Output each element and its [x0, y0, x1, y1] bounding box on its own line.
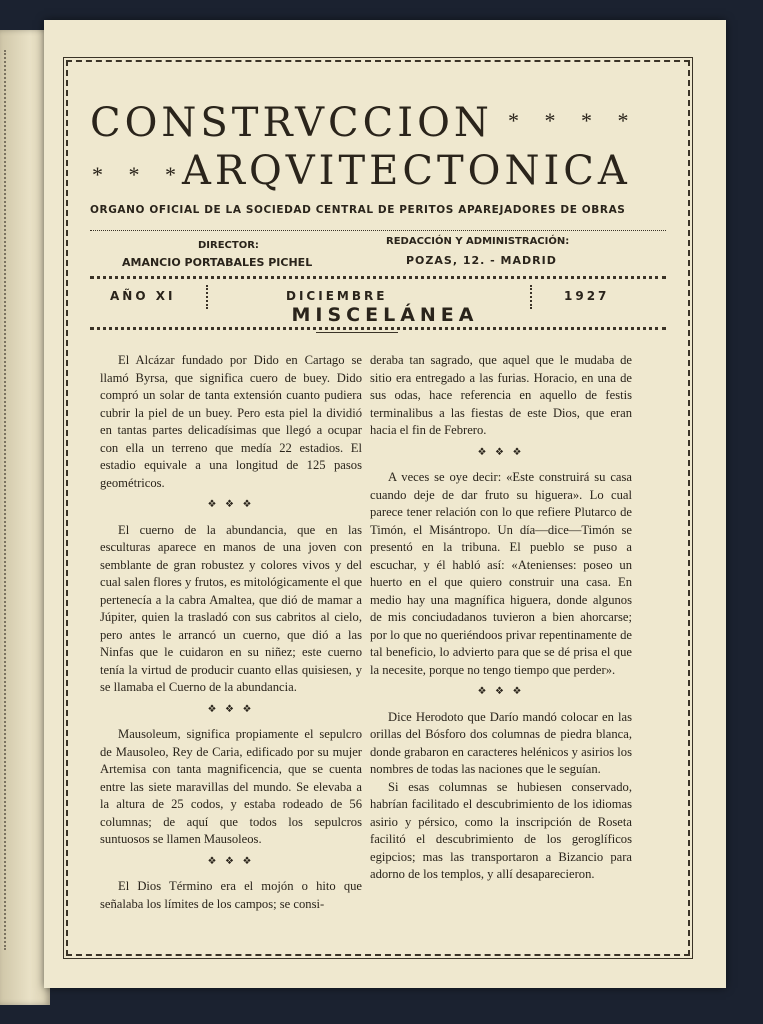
paragraph: El Alcázar fundado por Dido en Cartago se llamó Byrsa, que significa cuero de buey. Dido compró un solar de tanta extensión cuanto pudiera cubrir la piel de un buey. Pero esta piel la dividió en tantas partes delicadísimas que llegó a ocupar con ella un terreno que medía 22 estadios. El estadio equivale a una longitud de 125 pasos geométricos.	[100, 353, 362, 490]
stars-ornament-left: * * *	[92, 162, 186, 187]
separator-ornament: ❖ ❖ ❖	[207, 499, 255, 510]
subtitle: ORGANO OFICIAL DE LA SOCIEDAD CENTRAL DE PERITOS APAREJADORES DE OBRAS	[90, 204, 626, 216]
issue-month: DICIEMBRE	[286, 289, 388, 303]
issue-year-number: 1927	[564, 289, 610, 303]
paragraph: Si esas columnas se hubiesen conservado, habrían facilitado el descubrimiento de los idiomas asirio y pérsico, como la inscripción de Roseta facilitó el descubrimiento de los geroglíficos egipcios; mas las transportaron a Bizancio para adorno de los templos, y allí desaparecieron.	[370, 779, 632, 881]
director-name: AMANCIO PORTABALES PICHEL	[122, 256, 313, 269]
title-line-1: CONSTRVCCION	[90, 100, 493, 146]
separator-ornament: ❖ ❖ ❖	[207, 703, 255, 715]
separator-ornament: ❖ ❖ ❖	[477, 446, 525, 458]
admin-address: POZAS, 12. - MADRID	[406, 254, 557, 267]
paragraph: El cuerno de la abundancia, que en las esculturas aparece en manos de una joven con semblante de gran robustez y colores vivos y del cual salen flores y frutos, es mitológicamente el que pertenecía a la cabra Amaltea, que dió de mamar a Júpiter, quien la trasladó con sus cabritos al cielo, pero antes le arrancó un cuerno, que dió a las Ninfas que le cuidaron en su niñez; este cuerno tenía la virtud de producir cuanto ellas quisiesen, y se llamaba el Cuerno de la abundancia.	[100, 522, 362, 694]
paragraph: Dice Herodoto que Darío mandó colocar en las orillas del Bósforo dos columnas de piedra blanca, donde grabaron en caracteres helénicos y asirios los nombres de todas las naciones que le seguían.	[370, 709, 632, 776]
paragraph: Mausoleum, significa propiamente el sepulcro de Mausoleo, Rey de Caria, edificado por su mujer Artemisa con tanta magnificencia, que se cuenta entre las siete maravillas del mundo. Se elevaba a la altura de 25 codos, y estaba rodeado de 56 columnas; de aquí que todos los sepulcros suntuosos se llamen Mausoleos.	[100, 727, 362, 846]
section-title: MISCELÁNEA	[291, 304, 479, 326]
stars-ornament-right: * * * *	[508, 108, 639, 133]
issue-year: AÑO XI	[110, 289, 176, 303]
facing-page-edge	[0, 30, 50, 1005]
title-line-2: ARQVITECTONICA	[182, 148, 631, 194]
text-column-right	[370, 352, 632, 884]
paragraph: deraba tan sagrado, que aquel que le mudaba de sitio era entregado a las furias. Horacio, en una de sus odas, hace referencia en aquello de festis terminalibus a las fiestas de este Dios, que eran hacia el fin de Febrero.	[370, 353, 632, 437]
divider-rule	[90, 230, 666, 231]
title-ornament	[316, 332, 398, 339]
separator-ornament: ❖ ❖ ❖	[477, 686, 525, 697]
text-column-left	[100, 352, 362, 913]
separator-ornament: ❖ ❖ ❖	[207, 855, 255, 867]
journal-page	[44, 20, 726, 988]
paragraph: El Dios Término era el mojón o hito que señalaba los límites de los campos; se consi-	[100, 879, 362, 911]
paragraph: A veces se oye decir: «Este construirá su casa cuando deje de dar fruto su higuera». Lo cual parece tener relación con lo que refiere Plutarco de Timón, el Misántropo. Un día—dice—Timón se presentó en la tribuna. El pueblo se puso a escuchar, y él habló así: «Atenienses: poseo un huerto en el que quiero construir una casa. En medio hay una magnífica higuera, donde algunos de mis conciudadanos tuvieron a bien ahorcarse; por lo que no queriéndoos privar repentinamente de tal beneficio, lo advierto para que se dé prisa el que la necesite, porque no tengo tiempo que perder».	[370, 470, 632, 677]
director-label: DIRECTOR:	[198, 240, 259, 251]
admin-label: REDACCIÓN Y ADMINISTRACIÓN:	[386, 236, 570, 247]
